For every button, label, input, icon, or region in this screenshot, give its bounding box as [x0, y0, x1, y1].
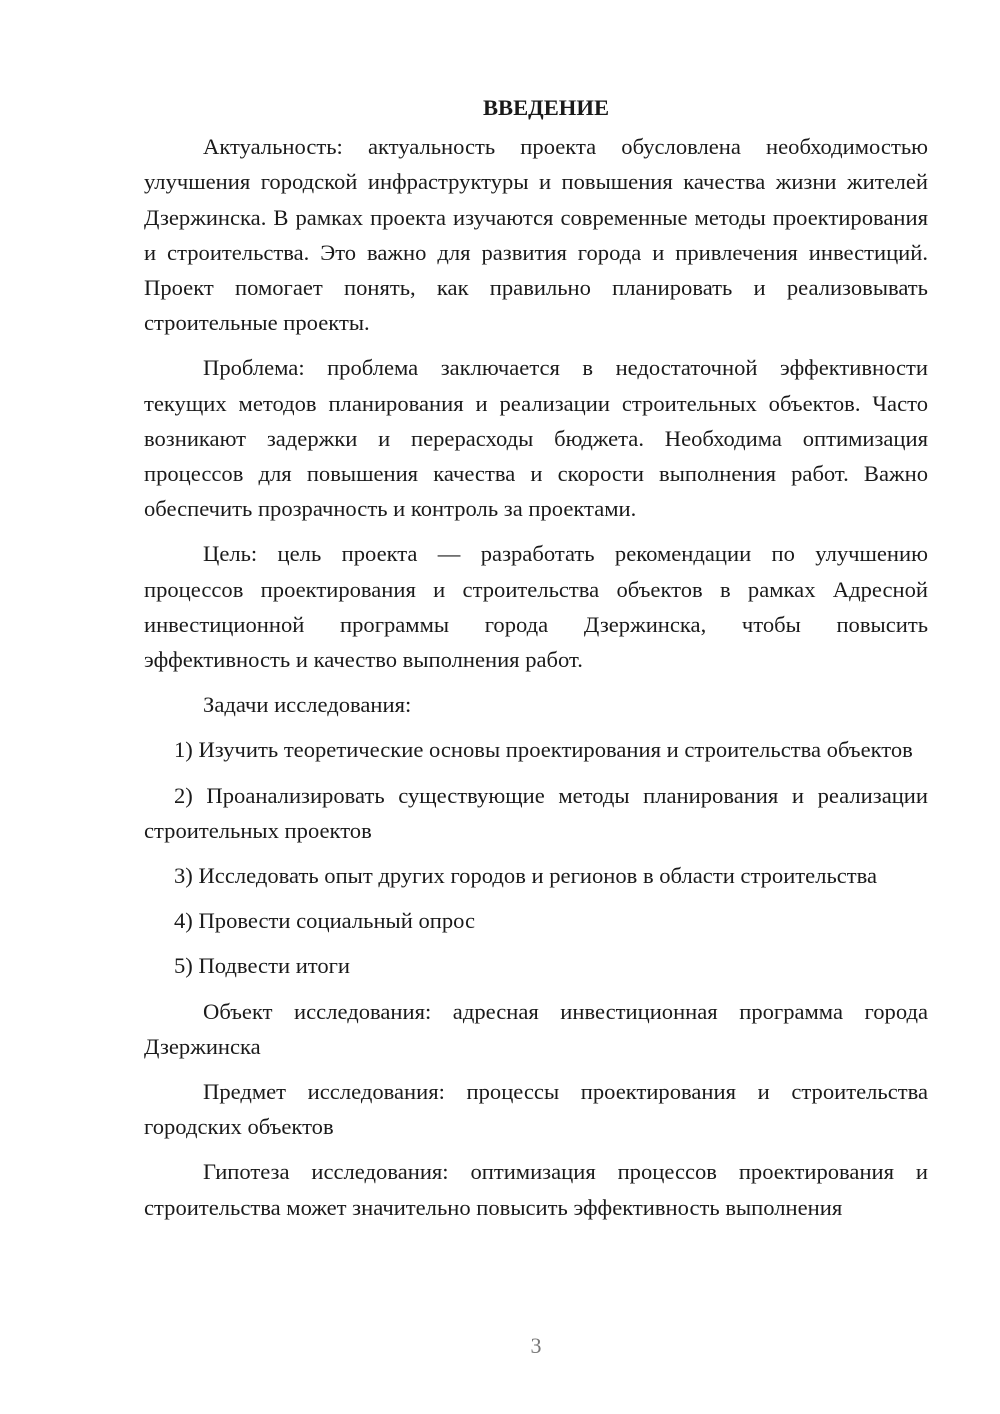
task-item-5: 5) Подвести итоги: [174, 953, 351, 979]
paragraph-problem: Проблема: проблема заключается в недостаточной эффективности текущих методов планирования и реализации строительных объектов. Часто возникают задержки и перерасходы бюджета. Необходима оптимизация процессов для повышения качества и скорости выполнения работ. Важно обеспечить прозрачность и контроль за проектами.: [144, 355, 928, 522]
paragraph-goal: Цель: цель проекта — разработать рекомендации по улучшению процессов проектирования и строительства объектов в рамках Адресной инвестиционной программы города Дзержинска, чтобы повысить эффективность и качество выполнения работ.: [144, 541, 928, 673]
task-item-3: 3) Исследовать опыт других городов и регионов в области строительства: [174, 863, 878, 889]
task-item-4: 4) Провести социальный опрос: [174, 908, 476, 934]
task-item-1: 1) Изучить теоретические основы проектирования и строительства объектов: [174, 737, 913, 763]
paragraph-subject: Предмет исследования: процессы проектирования и строительства городских объектов: [144, 1079, 928, 1140]
paragraph-object: Объект исследования: адресная инвестиционная программа города Дзержинска: [144, 998, 928, 1059]
task-item-2: 2) Проанализировать существующие методы планирования и реализации строительных проектов: [144, 782, 928, 843]
document-page: [144, 90, 928, 1235]
paragraph-hypothesis: Гипотеза исследования: оптимизация процессов проектирования и строительства может значительно повысить эффективность выполнения: [144, 1159, 928, 1220]
tasks-heading: Задачи исследования:: [203, 692, 412, 718]
paragraph-relevance: Актуальность: актуальность проекта обусловлена необходимостью улучшения городской инфраструктуры и повышения качества жизни жителей Дзержинска. В рамках проекта изучаются современные методы проектирования и строительства. Это важно для развития города и привлечения инвестиций. Проект помогает понять, как правильно планировать и реализовывать строительные проекты.: [144, 134, 928, 336]
section-title: ВВЕДЕНИЕ: [482, 95, 610, 120]
page-number: 3: [530, 1333, 542, 1358]
